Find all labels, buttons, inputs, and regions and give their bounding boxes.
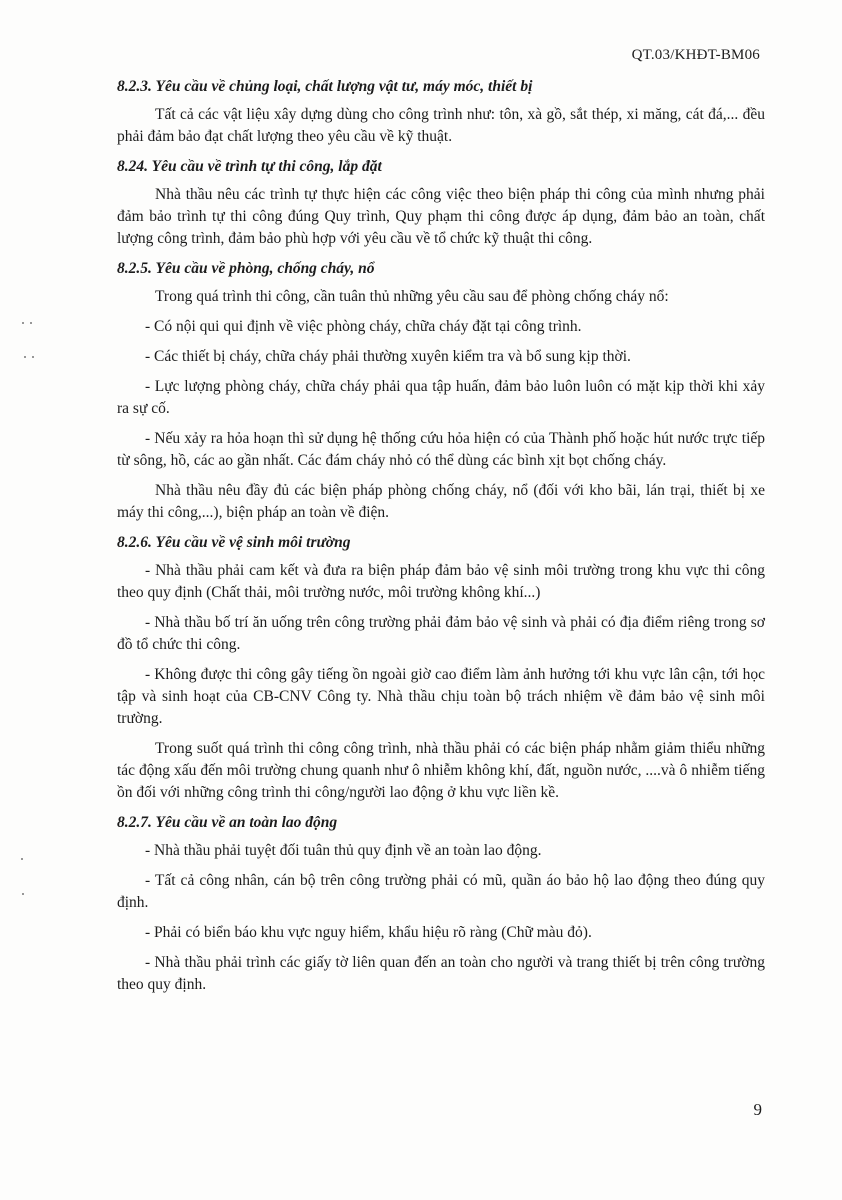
scan-speck — [22, 322, 24, 324]
scan-speck — [32, 356, 34, 358]
bullet-item: - Lực lượng phòng cháy, chữa cháy phải qua tập huấn, đảm bảo luôn luôn có mặt kịp thời khi xảy ra sự cố. — [117, 378, 765, 417]
paragraph: Nhà thầu nêu đầy đủ các biện pháp phòng chống cháy, nổ (đối với kho bãi, lán trại, thiết bị xe máy thi công,...), biện pháp an toàn về điện. — [117, 482, 765, 521]
bullet-item: - Nhà thầu bố trí ăn uống trên công trường phải đảm bảo vệ sinh và phải có địa điểm riêng trong sơ đồ tổ chức thi công. — [117, 614, 765, 653]
bullet-item: - Nếu xảy ra hỏa hoạn thì sử dụng hệ thống cứu hỏa hiện có của Thành phố hoặc hút nước trực tiếp từ sông, hồ, các ao gần nhất. Các đám cháy nhỏ có thể dùng các bình xịt bọt chống cháy. — [117, 430, 765, 469]
bullet-item: - Có nội qui qui định về việc phòng cháy, chữa cháy đặt tại công trình. — [145, 318, 582, 335]
bullet-item: - Tất cả công nhân, cán bộ trên công trường phải có mũ, quần áo bảo hộ lao động theo đúng quy định. — [117, 872, 765, 911]
paragraph: Trong suốt quá trình thi công công trình, nhà thầu phải có các biện pháp nhằm giảm thiểu những tác động xấu đến môi trường chung quanh như ô nhiễm không khí, đất, nguồn nước, ....và ô nhiễm tiếng ồn đối với những công trình thi công/người lao động ở khu vực liền kề. — [117, 740, 765, 801]
bullet-item: - Các thiết bị cháy, chữa cháy phải thường xuyên kiểm tra và bổ sung kịp thời. — [145, 348, 631, 365]
scan-speck — [21, 858, 23, 860]
bullet-item: - Nhà thầu phải tuyệt đối tuân thủ quy định về an toàn lao động. — [145, 842, 542, 859]
section-heading-8-2-6: 8.2.6. Yêu cầu về vệ sinh môi trường — [117, 534, 351, 551]
paragraph: Trong quá trình thi công, cần tuân thủ những yêu cầu sau để phòng chống cháy nổ: — [155, 288, 669, 305]
bullet-item: - Phải có biển báo khu vực nguy hiểm, khẩu hiệu rõ ràng (Chữ màu đỏ). — [145, 924, 592, 941]
section-heading-8-2-4: 8.24. Yêu cầu về trình tự thi công, lắp đặt — [117, 158, 382, 175]
section-heading-8-2-5: 8.2.5. Yêu cầu về phòng, chống cháy, nổ — [117, 260, 375, 277]
scan-speck — [30, 322, 32, 324]
paragraph: Tất cả các vật liệu xây dựng dùng cho công trình như: tôn, xà gồ, sắt thép, xi măng, cát đá,... đều phải đảm bảo đạt chất lượng theo yêu cầu về kỹ thuật. — [117, 106, 765, 145]
scan-speck — [24, 356, 26, 358]
section-heading-8-2-7: 8.2.7. Yêu cầu về an toàn lao động — [117, 814, 338, 831]
scan-speck — [22, 893, 24, 895]
document-code: QT.03/KHĐT-BM06 — [631, 47, 760, 63]
section-heading-8-2-3: 8.2.3. Yêu cầu về chủng loại, chất lượng vật tư, máy móc, thiết bị — [117, 78, 533, 95]
page-number: 9 — [753, 1100, 762, 1119]
bullet-item: - Không được thi công gây tiếng ồn ngoài giờ cao điểm làm ảnh hưởng tới khu vực lân cận, tới học tập và sinh hoạt của CB-CNV Công ty. Nhà thầu chịu toàn bộ trách nhiệm về đảm bảo vệ sinh môi trường. — [117, 666, 765, 727]
paragraph: Nhà thầu nêu các trình tự thực hiện các công việc theo biện pháp thi công của mình nhưng phải đảm bảo trình tự thi công đúng Quy trình, Quy phạm thi công được áp dụng, đảm bảo an toàn, chất lượng công trình, đảm bảo phù hợp với yêu cầu về tổ chức kỹ thuật thi công. — [117, 186, 765, 247]
document-body — [117, 76, 765, 1004]
bullet-item: - Nhà thầu phải cam kết và đưa ra biện pháp đảm bảo vệ sinh môi trường trong khu vực thi công theo quy định (Chất thải, môi trường nước, môi trường không khí...) — [117, 562, 765, 601]
bullet-item: - Nhà thầu phải trình các giấy tờ liên quan đến an toàn cho người và trang thiết bị trên công trường theo quy định. — [117, 954, 765, 993]
